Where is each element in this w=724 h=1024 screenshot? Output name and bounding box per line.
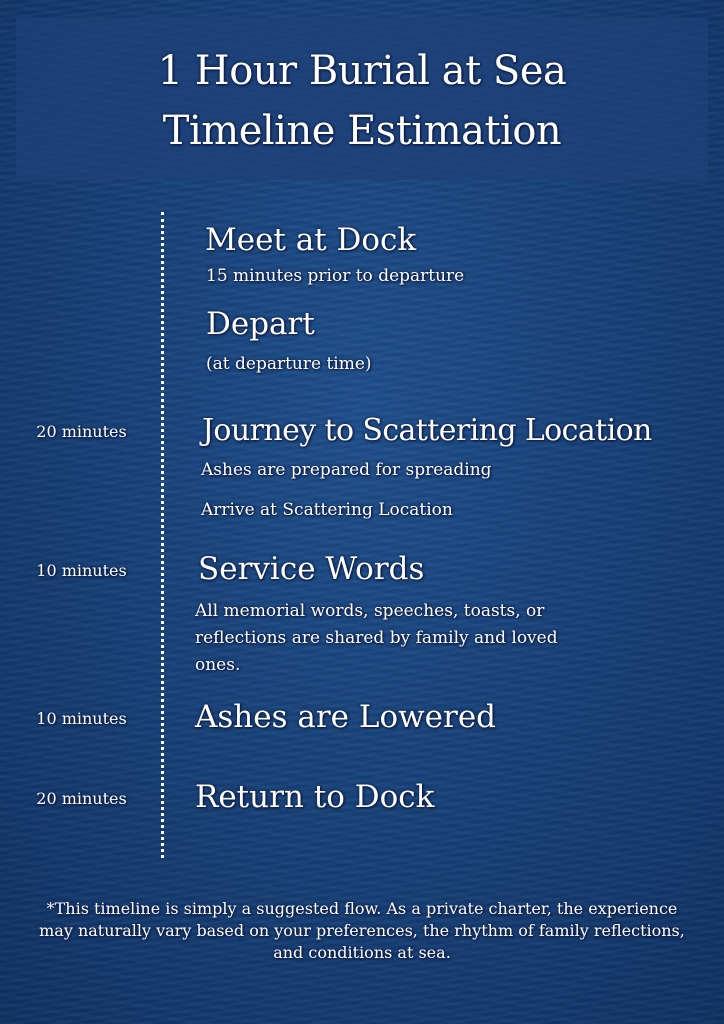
title-line-2: Timeline Estimation: [162, 108, 562, 154]
step-journey-heading: Journey to Scattering Location: [202, 413, 652, 448]
step-journey-duration: 20 minutes: [36, 422, 127, 441]
title-line-1: 1 Hour Burial at Sea: [157, 48, 567, 94]
step-lowered-duration: 10 minutes: [36, 709, 127, 728]
timeline-dotted-line: [161, 212, 164, 858]
step-depart-sub: (at departure time): [206, 354, 372, 374]
footnote: *This timeline is simply a suggested flow. As a private charter, the experience may naturally vary based on your preferences, the rhythm of family reflections, and conditions at sea.: [39, 899, 685, 962]
step-depart-heading: Depart: [206, 306, 315, 342]
step-meet-heading: Meet at Dock: [205, 222, 417, 258]
step-service-description: All memorial words, speeches, toasts, or reflections are shared by family and loved ones.: [195, 601, 558, 675]
step-meet-sub: 15 minutes prior to departure: [206, 266, 465, 286]
step-return-duration: 20 minutes: [36, 789, 127, 808]
step-lowered-heading: Ashes are Lowered: [195, 699, 497, 735]
step-service-heading: Service Words: [198, 551, 425, 587]
step-return-heading: Return to Dock: [195, 779, 435, 815]
step-journey-sub-prepare: Ashes are prepared for spreading: [201, 460, 492, 480]
step-journey-sub-arrive: Arrive at Scattering Location: [201, 500, 453, 520]
title-banner: [16, 18, 708, 180]
step-service-duration: 10 minutes: [36, 561, 127, 580]
